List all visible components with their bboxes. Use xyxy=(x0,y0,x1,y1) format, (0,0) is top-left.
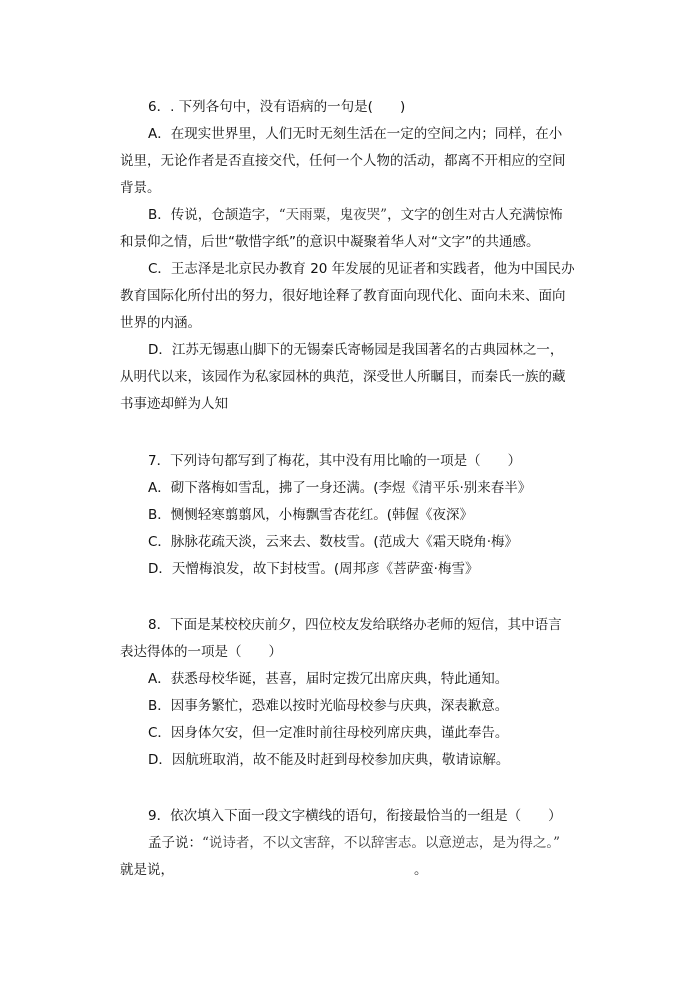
q9-stem: 9．依次填入下面一段文字横线的语句，衔接最恰当的一组是（ ） xyxy=(148,808,562,824)
q9-quote-prefix: 孟子说： xyxy=(148,835,202,851)
q8-option-b: B．因事务繁忙，恐难以按时光临母校参与庆典，深表歉意。 xyxy=(148,698,509,714)
q6-option-a-line1: A．在现实世界里，人们无时无刻生活在一定的空间之内；同样，在小 xyxy=(148,126,563,142)
q8-stem-line2: 表达得体的一项是（ ） xyxy=(120,644,282,660)
q6-option-c-line2: 教育国际化所付出的努力，很好地诠释了教育面向现代化、面向未来、面向 xyxy=(120,288,566,304)
q6-stem: 6．. 下列各句中，没有语病的一句是( ) xyxy=(148,99,406,115)
q6-option-a-line2: 说里，无论作者是否直接交代，任何一个人物的活动，都离不开相应的空间 xyxy=(120,153,566,169)
q7-stem: 7．下列诗句都写到了梅花，其中没有用比喻的一项是（ ） xyxy=(148,453,522,469)
q6-option-d-line3: 书事迹却鲜为人知 xyxy=(120,396,228,412)
q6-option-c-line1: C．王志泽是北京民办教育 20 年发展的见证者和实践者，他为中国民办 xyxy=(148,261,575,277)
q9-line2-end: 。 xyxy=(414,862,428,878)
q8-option-d: D．因航班取消，故不能及时赶到母校参加庆典，敬请谅解。 xyxy=(148,752,510,768)
q7-option-b: B．恻恻轻寒翦翦风，小梅飘雪杏花红。(韩偓《夜深》 xyxy=(148,507,474,523)
q9-answer-blank[interactable] xyxy=(174,873,414,874)
q6-option-b-quote: “天雨粟，鬼夜哭” xyxy=(278,207,388,223)
q6-option-d-line1: D．江苏无锡惠山脚下的无锡秦氏寄畅园是我国著名的古典园林之一， xyxy=(148,342,564,358)
q6-option-b-post: ，文字的创生对古人充满惊怖 xyxy=(387,207,563,223)
q9-line2 xyxy=(120,860,590,880)
q8-option-a: A．获悉母校华诞，甚喜，届时定拨冗出席庆典，特此通知。 xyxy=(148,671,509,687)
q8-stem-line1: 8．下面是某校校庆前夕，四位校友发给联络办老师的短信，其中语言 xyxy=(148,617,562,633)
q9-quote: “说诗者，不以文害辞，不以辞害志。以意逆志，是为得之。” xyxy=(202,835,561,851)
q6-option-b-line2: 和景仰之情，后世“敬惜字纸”的意识中凝聚着华人对“文字”的共通感。 xyxy=(120,234,540,250)
q7-option-c: C．脉脉花疏天淡，云来去、数枝雪。(范成大《霜天晓角·梅》 xyxy=(148,534,518,550)
q6-option-d-line2: 从明代以来，该园作为私家园林的典范，深受世人所瞩目，而秦氏一族的藏 xyxy=(120,369,566,385)
q6-option-a-line3: 背景。 xyxy=(120,180,161,196)
q9-quote-line xyxy=(148,833,590,853)
q8-option-c: C．因身体欠安，但一定准时前往母校列席庆典，谨此奉告。 xyxy=(148,725,509,741)
q7-option-d: D．天憎梅浪发，故下封枝雪。(周邦彦《菩萨蛮·梅雪》 xyxy=(148,561,479,577)
q9-line2-prefix: 就是说， xyxy=(120,862,174,878)
q6-option-b-line1 xyxy=(148,205,590,225)
q6-option-b-pre: B．传说，仓颉造字， xyxy=(148,207,279,223)
q6-option-c-line3: 世界的内涵。 xyxy=(120,315,201,331)
q7-option-a: A．砌下落梅如雪乱，拂了一身还满。(李煜《清平乐·别来春半》 xyxy=(148,480,532,496)
